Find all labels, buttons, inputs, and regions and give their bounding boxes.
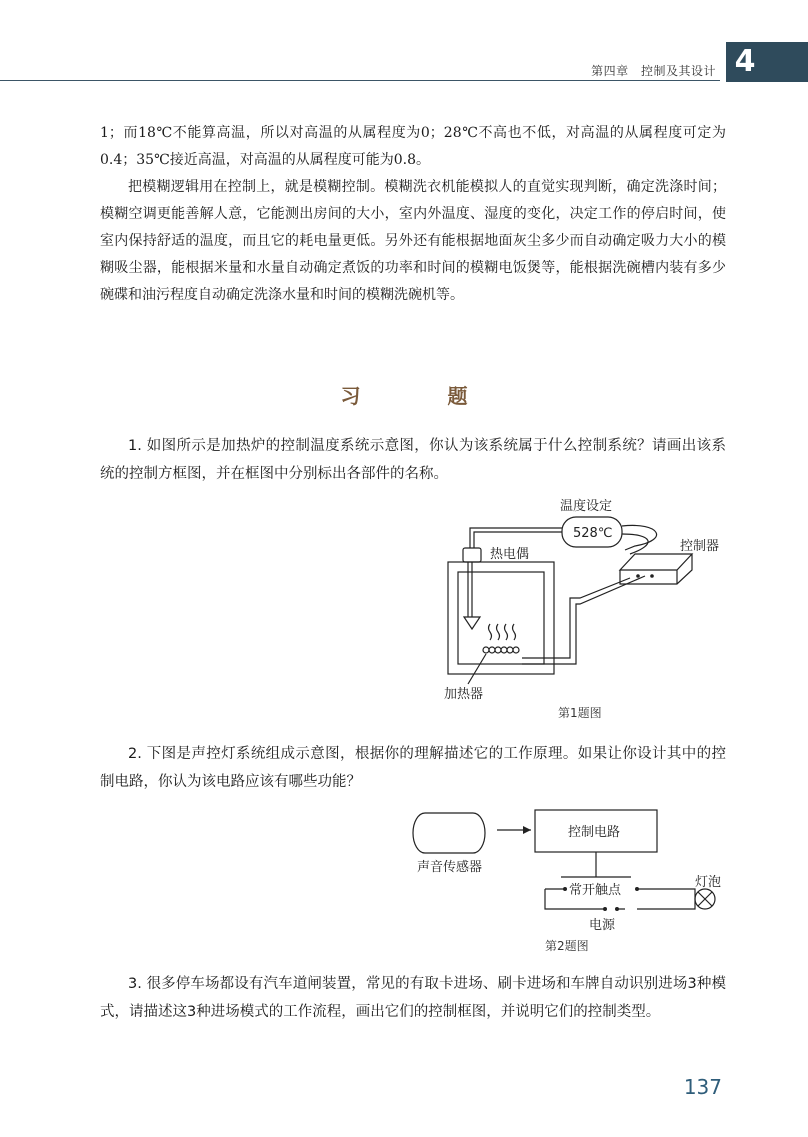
chapter-title: 控制及其设计	[640, 64, 716, 78]
body-paragraph-2: 把模糊逻辑用在控制上，就是模糊控制。模糊洗衣机能模拟人的直觉实现判断，确定洗涤时间；模糊空调更能善解人意，它能测出房间的大小，室内外温度、湿度的变化，决定工作的停启时间，使室内保持舒适的温度，而且它的耗电量更低。另外还有能根据地面灰尘多少而自动确定吸力大小的模糊吸尘器，能根据米量和水量自动确定煮饭的功率和时间的模糊电饭煲等，能根据洗碗槽内装有多少碗碟和油污程度自动确定洗涤水量和时间的模糊洗碗机等。	[100, 179, 726, 303]
body-paragraph-1: 1；而18℃不能算高温，所以对高温的从属程度为0；28℃不高也不低，对高温的从属程度可定为0.4；35℃接近高温，对高温的从属程度可能为0.8。	[100, 125, 726, 168]
figure-2-sound-control-diagram	[405, 805, 735, 950]
heater-coil	[483, 647, 519, 653]
thermocouple-label: 热电偶	[490, 547, 530, 562]
chapter-number: 4	[734, 44, 756, 79]
figure-2-caption: 第2题图	[545, 939, 589, 953]
lamp-label: 灯泡	[695, 875, 722, 890]
control-circuit-label: 控制电路	[568, 825, 621, 840]
figure-1-caption: 第1题图	[558, 706, 602, 720]
question-3: 3. 很多停车场都设有汽车道闸装置，常见的有取卡进场、刷卡进场和车牌自动识别进场3种模式，请描述这3种进场模式的工作流程，画出它们的控制框图，并说明它们的控制类型。	[100, 976, 726, 1020]
question-1: 1. 如图所示是加热炉的控制温度系统示意图，你认为该系统属于什么控制系统？请画出该系统的控制方框图，并在框图中分别标出各部件的名称。	[100, 438, 726, 482]
chapter-tab	[726, 42, 808, 82]
sensor-label: 声音传感器	[417, 860, 483, 875]
heat-waves	[489, 624, 516, 640]
section-title: 习 题	[340, 384, 508, 408]
header-rule	[0, 80, 720, 81]
running-header	[583, 62, 716, 79]
figure-1-furnace-diagram	[430, 492, 730, 707]
power-label: 电源	[589, 918, 616, 933]
heater-leader-line	[468, 654, 486, 684]
page-number: 137	[683, 1075, 722, 1099]
contact-label: 常开触点	[569, 883, 622, 898]
controller-box	[620, 554, 692, 584]
controller-label: 控制器	[680, 539, 720, 554]
temp-setting-label: 温度设定	[560, 499, 613, 514]
temp-value: 528℃	[573, 526, 613, 541]
heater-label: 加热器	[444, 687, 484, 702]
question-2: 2. 下图是声控灯系统组成示意图，根据你的理解描述它的工作原理。如果让你设计其中的控制电路，你认为该电路应该有哪些功能？	[100, 746, 726, 790]
sound-sensor	[413, 813, 485, 853]
chapter-label: 第四章	[591, 64, 629, 78]
thermocouple-head	[463, 548, 481, 562]
furnace-outer-wall	[448, 562, 554, 674]
